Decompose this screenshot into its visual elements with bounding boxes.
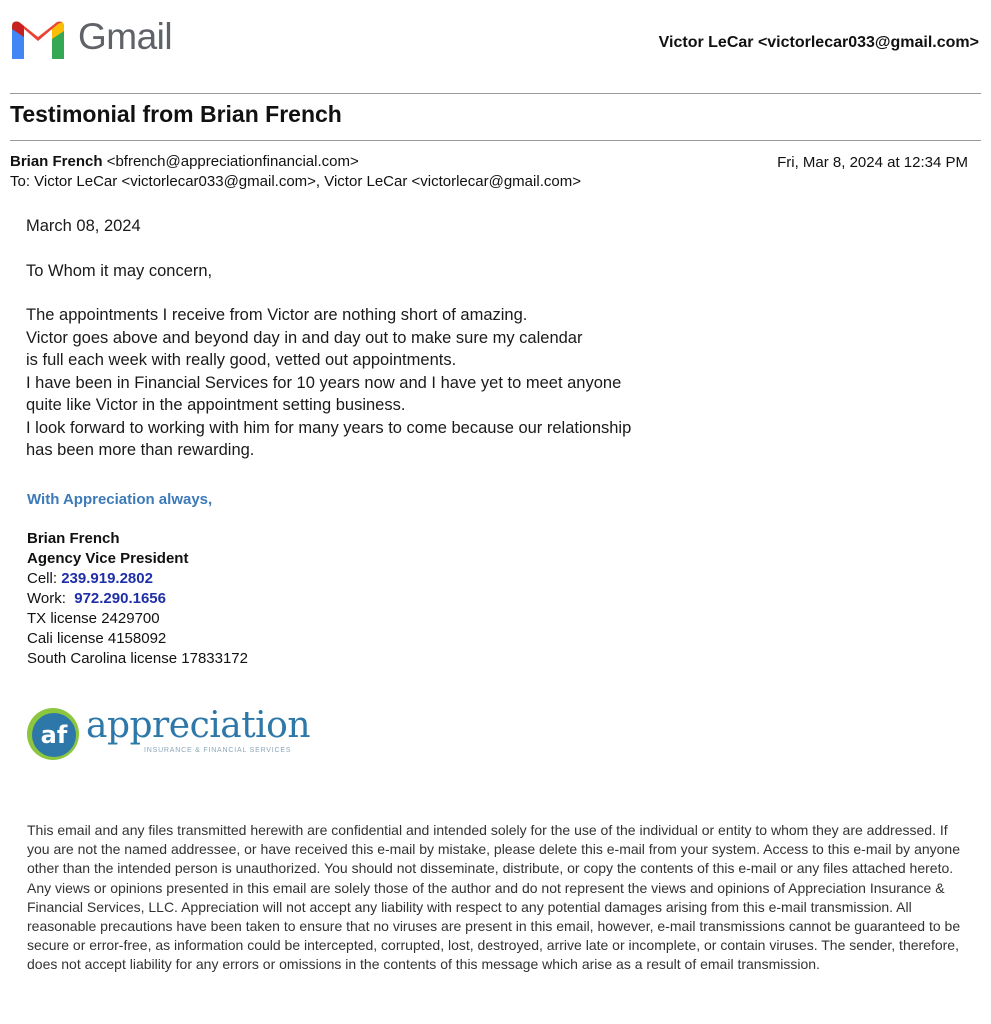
signature-name: Brian French	[27, 530, 120, 547]
signature-title: Agency Vice President	[27, 550, 189, 567]
subject-divider	[10, 140, 981, 141]
cell-label: Cell:	[27, 570, 62, 587]
license-line: Cali license 4158092	[27, 630, 167, 647]
confidentiality-disclaimer: This email and any files transmitted herewith are confidential and intended solely for the use of the individual or entity to whom they are addressed. If you are not the named addressee, or have received this e-mail by mistake, please delete this e-mail from your system. Access to this e-mail by anyone other than the intended person is unauthorized. You should not disseminate, distribute, or copy the contents of this e-mail or any files attached hereto. Any views or opinions presented in this email are solely those of the author and do not represent the views and opinions of Appreciation Insurance & Financial Services, LLC. Appreciation will not accept any liability with respect to any potential damages arising from this e-mail transmission. All reasonable precautions have been taken to ensure that no viruses are present in this email, however, e-mail transmissions cannot be guaranteed to be secure or error-free, as information could be intercepted, corrupted, lost, destroyed, arrive late or incomplete, or contain viruses. The sender, therefore, does not accept liability for any errors or omissions in the contents of this message which arise as a result of email transmission.	[27, 822, 961, 973]
account-label: Victor LeCar <victorlecar033@gmail.com>	[658, 34, 979, 51]
cell-line	[27, 569, 248, 589]
appreciation-tagline: INSURANCE & FINANCIAL SERVICES	[144, 747, 292, 754]
signature-block	[27, 529, 248, 669]
letter-date: March 08, 2024	[26, 217, 141, 235]
work-phone-link[interactable]: 972.290.1656	[74, 590, 166, 607]
appreciation-logo	[26, 705, 311, 765]
sender-line	[10, 153, 359, 170]
sender-address: <bfrench@appreciationfinancial.com>	[106, 153, 359, 170]
salutation: To Whom it may concern,	[26, 261, 213, 280]
af-monogram-text: af	[40, 721, 68, 749]
gmail-wordmark: Gmail	[78, 16, 173, 57]
email-subject: Testimonial from Brian French	[10, 101, 342, 127]
gmail-m-icon	[10, 19, 66, 61]
body-line: has been more than rewarding.	[26, 441, 255, 459]
sender-name: Brian French	[10, 153, 103, 170]
body-line: I have been in Financial Services for 10 years now and I have yet to meet anyone	[26, 373, 622, 392]
license-line: TX license 2429700	[27, 610, 160, 627]
cell-phone-link[interactable]: 239.919.2802	[61, 570, 153, 587]
work-label: Work:	[27, 590, 75, 607]
email-body	[26, 215, 631, 462]
body-line: is full each week with really good, vetted out appointments.	[26, 351, 457, 369]
work-line	[27, 589, 248, 609]
closing-line: With Appreciation always,	[27, 491, 213, 508]
body-line: The appointments I receive from Victor are nothing short of amazing.	[26, 306, 528, 324]
header-divider	[10, 93, 981, 94]
body-line: quite like Victor in the appointment setting business.	[26, 396, 406, 414]
appreciation-wordmark: appreciation	[86, 705, 311, 746]
email-date: Fri, Mar 8, 2024 at 12:34 PM	[777, 154, 968, 171]
af-monogram-icon	[26, 707, 80, 761]
body-line: I look forward to working with him for many years to come because our relationship	[26, 418, 632, 437]
license-line: South Carolina license 17833172	[27, 650, 248, 667]
body-line: Victor goes above and beyond day in and day out to make sure my calendar	[26, 328, 583, 347]
recipients-line: To: Victor LeCar <victorlecar033@gmail.com>, Victor LeCar <victorlecar@gmail.com>	[10, 173, 581, 190]
